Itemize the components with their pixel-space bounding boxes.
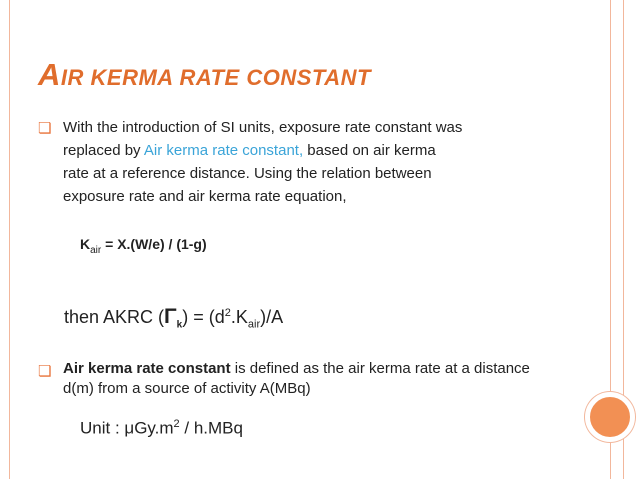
unit-post: / h.MBq xyxy=(179,418,243,438)
decorative-circle xyxy=(585,392,635,442)
eq-mid2: .K xyxy=(230,307,248,327)
bullet2-line1-rest: is defined as the air kerma rate at a distance xyxy=(230,360,530,377)
kair-formula xyxy=(80,236,207,256)
eq-post: )/A xyxy=(260,307,284,327)
eq-mid: ) = (d xyxy=(182,307,225,327)
bullet1-line2-post: based on air kerma xyxy=(303,142,436,159)
bullet1-text xyxy=(63,116,462,208)
unit-value: μGy.m xyxy=(124,418,174,438)
bullet1-line1: With the introduction of SI units, exposure rate constant was xyxy=(63,119,463,136)
bullet1-line3: rate at a reference distance. Using the relation between xyxy=(63,165,432,182)
eq-pre: then AKRC ( xyxy=(64,307,165,327)
title-first-letter: A xyxy=(38,57,61,92)
bullet1-line4: exposure rate and air kerma rate equation, xyxy=(63,188,347,205)
bullet-icon: ❏ xyxy=(38,363,52,380)
bullet2-bold: Air kerma rate constant xyxy=(63,360,231,377)
bullet2-line1 xyxy=(63,359,530,379)
unit-sup: 2 xyxy=(173,418,180,430)
formula-rhs: = X.(W/e) / (1-g) xyxy=(101,236,207,252)
unit-line xyxy=(80,418,243,439)
unit-label: Unit : xyxy=(80,418,125,438)
bullet1-line2 xyxy=(63,139,462,162)
gamma-symbol: Γ xyxy=(164,305,177,328)
left-border-decoration xyxy=(0,0,10,479)
bullet1-line2-pre: replaced by xyxy=(63,142,144,159)
gamma-sub: k xyxy=(176,319,183,331)
bullet-icon: ❏ xyxy=(38,120,52,137)
akrc-equation xyxy=(64,305,283,331)
title-rest: IR KERMA RATE CONSTANT xyxy=(60,65,371,90)
bullet2-text xyxy=(63,359,530,399)
slide-title xyxy=(38,57,371,93)
formula-k: K xyxy=(80,236,91,252)
bullet2-line2: d(m) from a source of activity A(MBq) xyxy=(63,380,311,397)
formula-sub: air xyxy=(90,244,102,256)
eq-sup: 2 xyxy=(224,307,231,319)
highlight-term: Air kerma rate constant, xyxy=(143,142,304,159)
eq-sub: air xyxy=(247,318,261,331)
